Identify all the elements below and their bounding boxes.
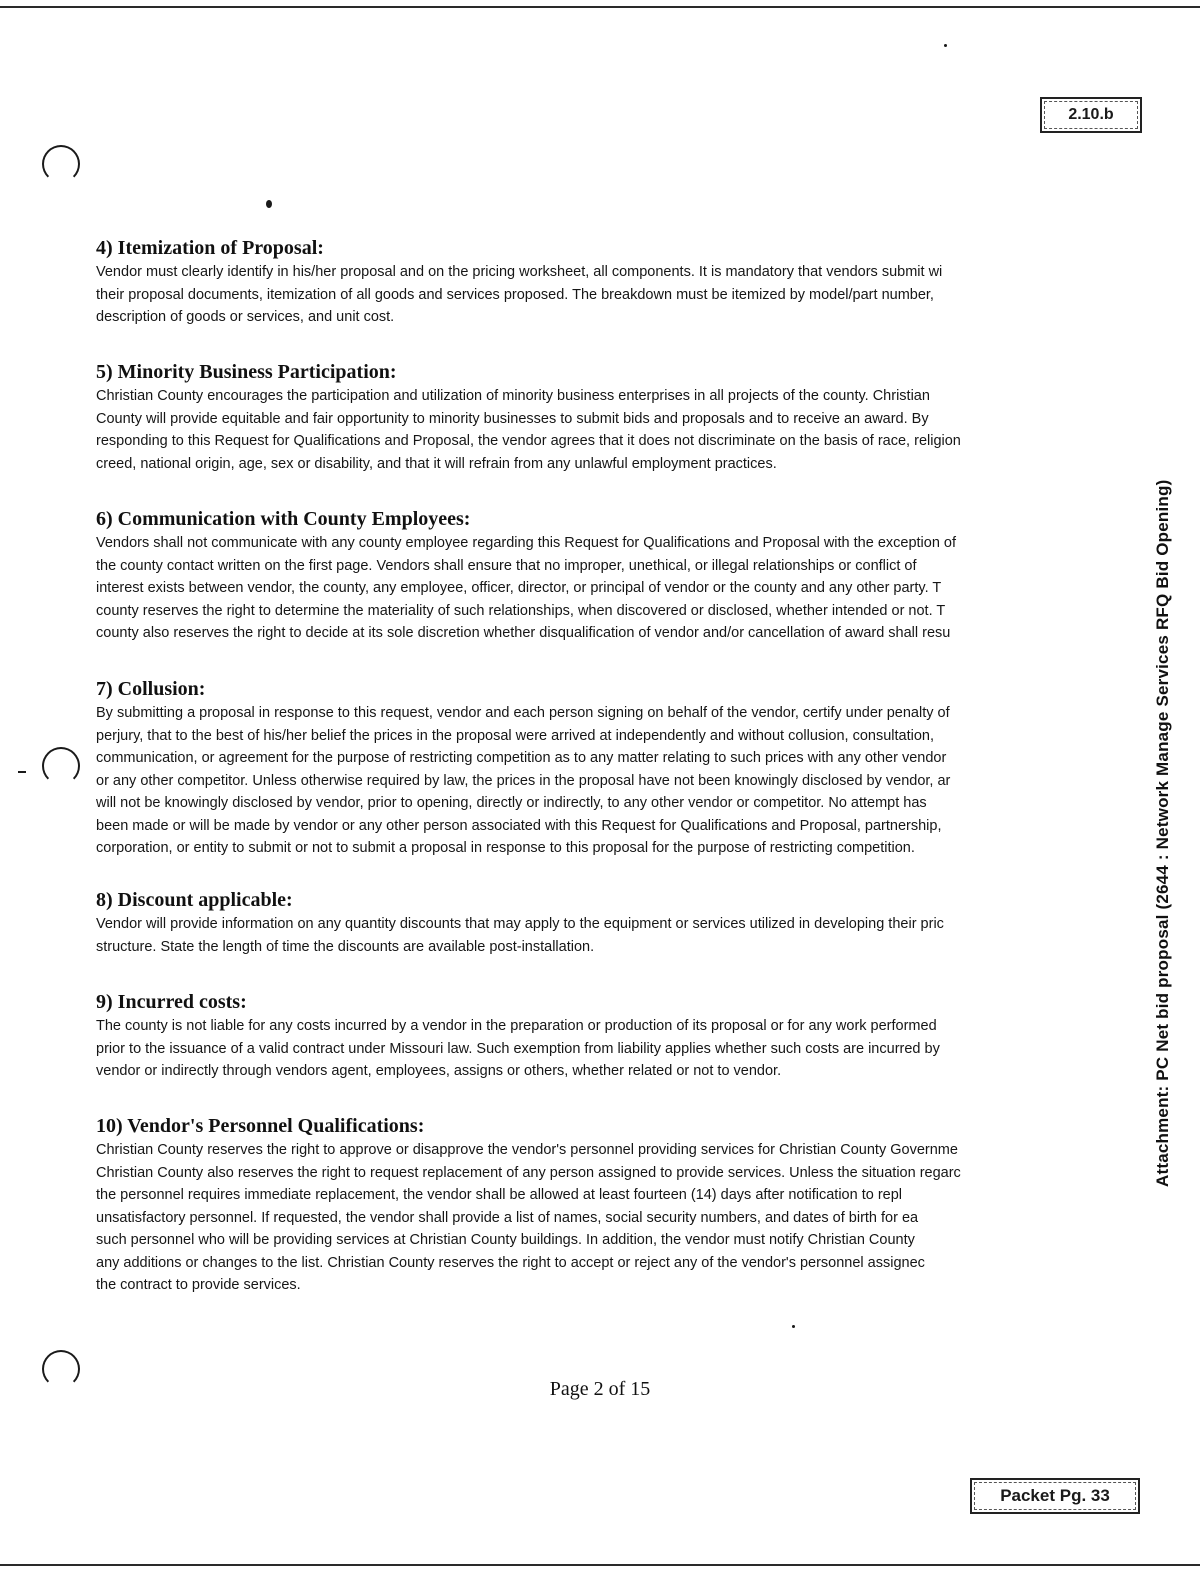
scan-top-edge [0, 6, 1200, 8]
section-body [96, 913, 1102, 958]
packet-page-tag: Packet Pg. 33 [970, 1478, 1140, 1514]
section-body [96, 261, 1102, 329]
section-heading: 10) Vendor's Personnel Qualifications: [96, 1115, 425, 1137]
body-line: Christian County encourages the participation and utilization of minority business enterprises in all projects of the county. Christian [96, 388, 930, 404]
agenda-item-tag: 2.10.b [1040, 97, 1142, 133]
body-line: been made or will be made by vendor or any other person associated with this Request for Qualifications and Proposal, partnership, [96, 817, 942, 834]
body-line: description of goods or services, and unit cost. [96, 309, 395, 325]
punch-hole-middle [42, 747, 80, 785]
section-heading: 4) Itemization of Proposal: [96, 237, 324, 259]
body-line: the contract to provide services. [96, 1277, 301, 1293]
scan-speck [944, 44, 947, 47]
body-line: corporation, or entity to submit or not to submit a proposal in response to this proposal for the purpose of restricting competition. [96, 840, 915, 856]
section-heading: 7) Collusion: [96, 678, 206, 700]
attachment-side-label: Attachment: PC Net bid proposal (2644 : Network Manage Services RFQ Bid Opening) [1153, 479, 1172, 1187]
scan-speck [18, 771, 26, 773]
body-line: Vendor must clearly identify in his/her proposal and on the pricing worksheet, all components. It is mandatory that vendors submit wi [96, 264, 943, 280]
scan-speck [266, 200, 272, 208]
section-collusion [96, 677, 1102, 860]
body-line: By submitting a proposal in response to this request, vendor and each person signing on behalf of the vendor, certify under penalty of [96, 705, 950, 721]
body-line: The county is not liable for any costs incurred by a vendor in the preparation or production of its proposal or for any work performed [96, 1018, 937, 1034]
scan-speck [792, 1325, 795, 1328]
section-body [96, 385, 1102, 475]
section-personnel-qualifications [96, 1114, 1102, 1297]
body-line: the personnel requires immediate replacement, the vendor shall be allowed at least fourteen (14) days after notification to repl [96, 1187, 903, 1203]
section-itemization [96, 236, 1102, 329]
body-line: interest exists between vendor, the county, any employee, officer, director, or principal of vendor or the county and any other party. T [96, 580, 942, 596]
page-number: Page 2 of 15 [549, 1378, 651, 1400]
section-body [96, 702, 1102, 860]
section-discount [96, 888, 1102, 958]
section-heading: 9) Incurred costs: [96, 991, 247, 1013]
body-line: vendor or indirectly through vendors agent, employees, assigns or others, whether related or not to vendor. [96, 1063, 782, 1079]
section-body [96, 1139, 1102, 1297]
body-line: prior to the issuance of a valid contract under Missouri law. Such exemption from liability applies whether such costs are incurred by [96, 1040, 940, 1057]
body-line: the county contact written on the first page. Vendors shall ensure that no improper, unethical, or illegal relationships or conflict of [96, 557, 917, 574]
body-line: Vendor will provide information on any quantity discounts that may apply to the equipment or services utilized in developing their pric [96, 916, 944, 932]
section-body [96, 1015, 1102, 1083]
section-communication [96, 507, 1102, 645]
body-line: county reserves the right to determine the materiality of such relationships, when discovered or disclosed, whether intended or not. T [96, 602, 946, 619]
body-line: such personnel who will be providing services at Christian County buildings. In addition, the vendor must notify Christian County [96, 1232, 915, 1248]
section-heading: 5) Minority Business Participation: [96, 361, 397, 383]
section-minority-business [96, 360, 1102, 475]
body-line: any additions or changes to the list. Christian County reserves the right to accept or reject any of the vendor's personnel assignec [96, 1254, 925, 1271]
body-line: Christian County also reserves the right to request replacement of any person assigned to provide services. Unless the situation regarc [96, 1164, 961, 1181]
body-line: unsatisfactory personnel. If requested, the vendor shall provide a list of names, social security numbers, and dates of birth for ea [96, 1209, 919, 1226]
section-incurred-costs [96, 990, 1102, 1083]
body-line: Christian County reserves the right to approve or disapprove the vendor's personnel providing services for Christian County Governme [96, 1142, 958, 1158]
body-line: structure. State the length of time the discounts are available post-installation. [96, 938, 595, 955]
body-line: their proposal documents, itemization of all goods and services proposed. The breakdown must be itemized by model/part number, [96, 286, 934, 303]
punch-hole-bottom [42, 1350, 80, 1388]
body-line: Vendors shall not communicate with any county employee regarding this Request for Qualifications and Proposal with the exception of [96, 535, 957, 551]
section-heading: 6) Communication with County Employees: [96, 508, 471, 530]
body-line: communication, or agreement for the purpose of restricting competition as to any matter relating to such prices with any other vendor [96, 750, 947, 766]
section-body [96, 532, 1102, 645]
body-line: or any other competitor. Unless otherwise required by law, the prices in the proposal have not been knowingly disclosed by vendor, ar [96, 772, 951, 789]
punch-hole-top [42, 145, 80, 183]
body-line: creed, national origin, age, sex or disability, and that it will refrain from any unlawful employment practices. [96, 455, 777, 472]
section-heading: 8) Discount applicable: [96, 889, 293, 911]
body-line: County will provide equitable and fair opportunity to minority businesses to submit bids and proposals and to receive an award. By [96, 410, 929, 427]
scan-bottom-edge [0, 1564, 1200, 1566]
body-line: perjury, that to the best of his/her belief the prices in the proposal were arrived at independently and without collusion, consultation, [96, 727, 935, 744]
body-line: county also reserves the right to decide at its sole discretion whether disqualification of vendor and/or cancellation of award shall resu [96, 625, 951, 641]
body-line: will not be knowingly disclosed by vendor, prior to opening, directly or indirectly, to any other vendor or competitor. No attempt has [96, 795, 927, 811]
body-line: responding to this Request for Qualifications and Proposal, the vendor agrees that it does not discriminate on the basis of race, religion [96, 433, 961, 449]
